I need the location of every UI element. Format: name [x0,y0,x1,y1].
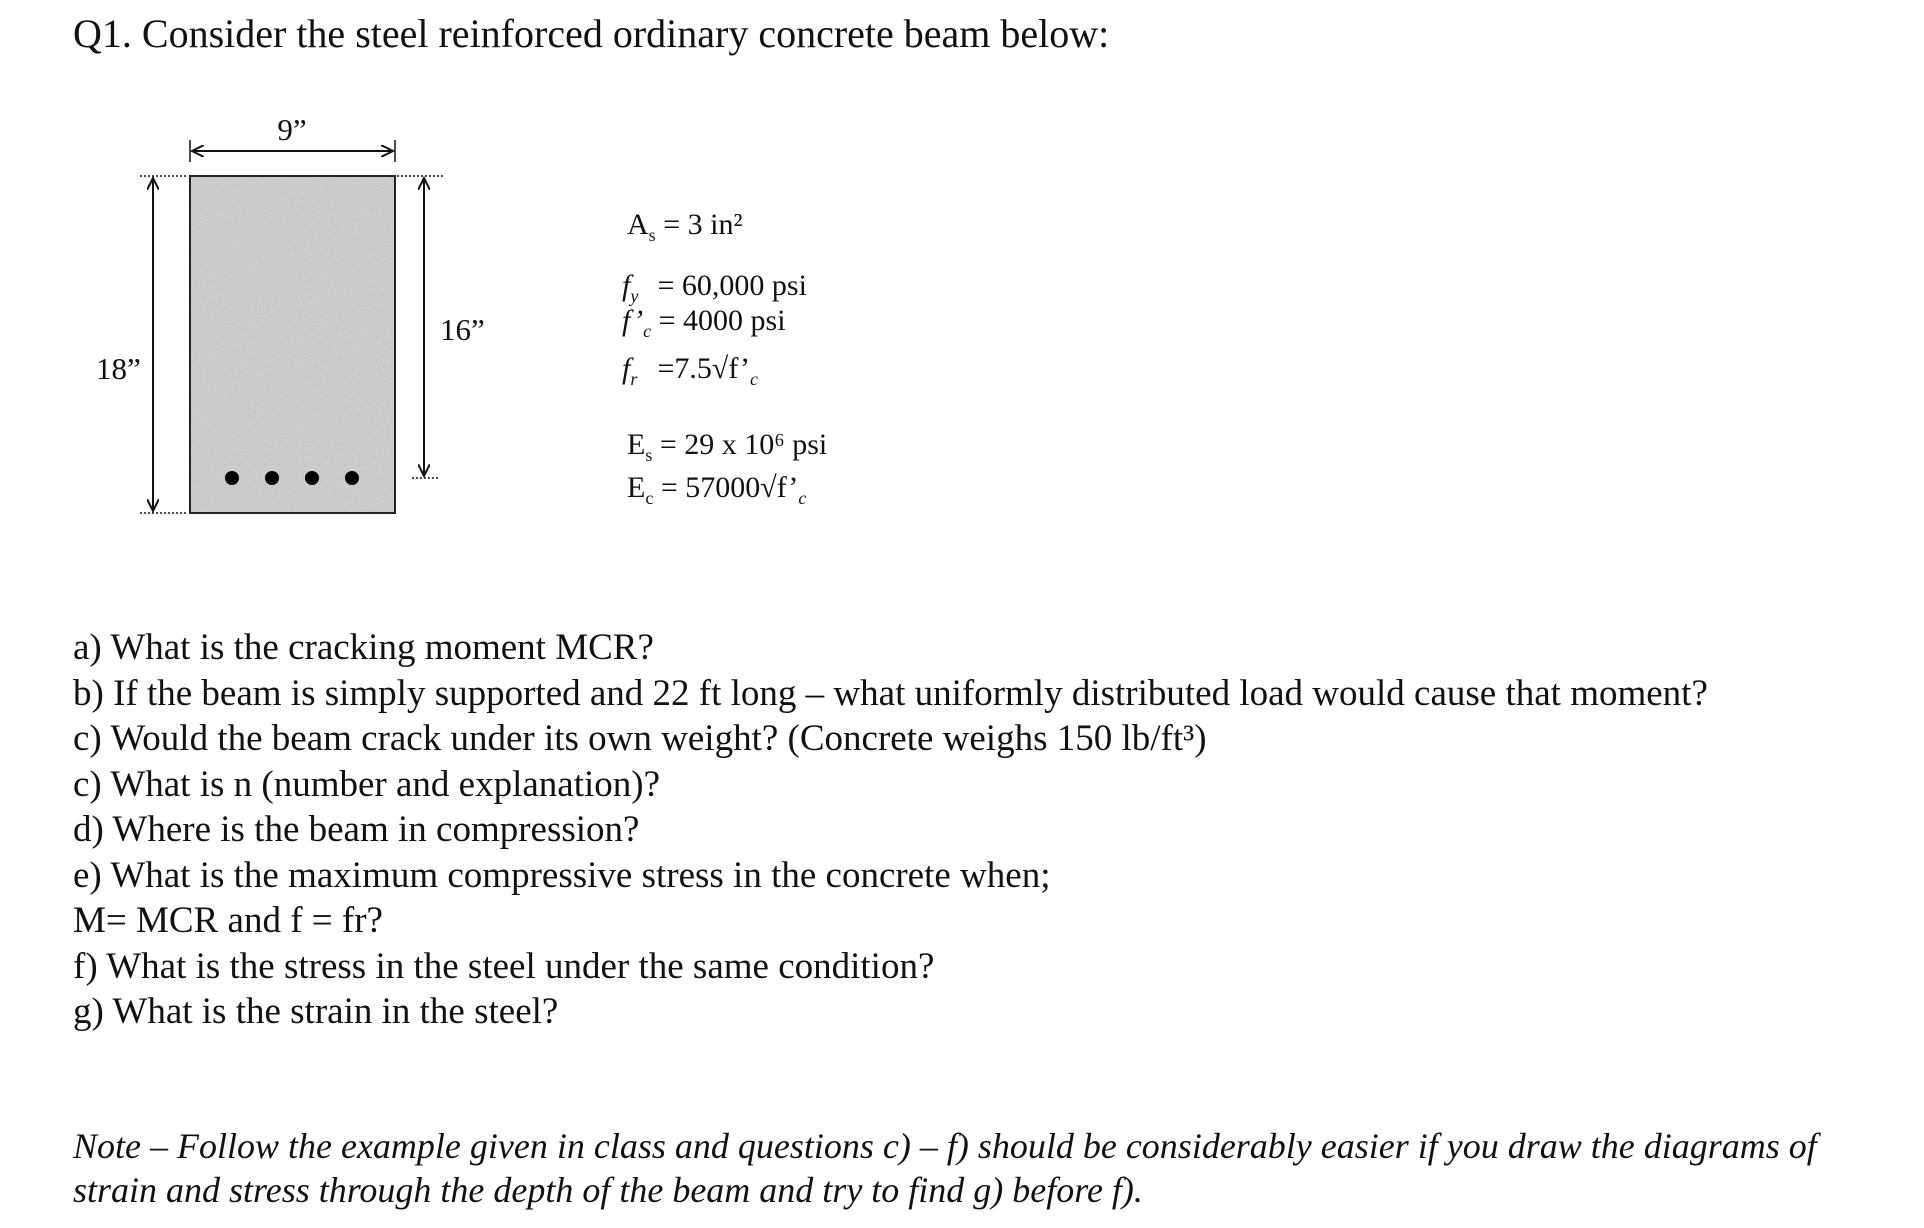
question-item: f) What is the stress in the steel under the same condition? [73,945,935,987]
question-list [73,625,1708,1035]
question-item: b) If the beam is simply supported and 22 ft long – what uniformly distributed load would cause that moment? [73,672,1708,714]
question-title: Q1. Consider the steel reinforced ordinary concrete beam below: [73,11,1110,56]
question-item: c) Would the beam crack under its own weight? (Concrete weighs 150 lb/ft³) [73,718,1207,759]
question-item: M= MCR and f = fr? [73,900,383,941]
question-item: g) What is the strain in the steel? [73,991,559,1032]
prop-as: $A_s = 3$ in² [627,208,743,245]
prop-fy: $f_y = 60,000$ psi [622,269,807,306]
prop-es: $E_s = 29$ x 10⁶ psi [627,428,828,465]
instruction-note: Note – Follow the example given in class and questions c) – f) should be considerably easier if you draw the diagrams of strain and stress through the depth of the beam and try to find g) before f). [73,1126,1817,1210]
rebar-1 [225,471,239,485]
question-item: c) What is n (number and explanation)? [73,763,660,805]
question-item: d) Where is the beam in compression? [73,809,640,850]
width-label: 9” [277,112,307,147]
concrete-texture [191,177,394,512]
rebar-2 [265,471,279,485]
rebar-4 [345,471,359,485]
prop-ec: $E_c$ = $57000√f’_c$ [627,471,807,508]
total-depth-label: 18” [96,351,141,386]
prop-fr: $f_r$ $=7.5√f’_c$ [622,352,759,389]
effective-depth-label: 16” [440,312,485,347]
question-item: e) What is the maximum compressive stress in the concrete when; [73,854,1051,896]
question-item: a) What is the cracking moment MCR? [73,627,654,668]
prop-fc: $f’_c = 4000$ psi [622,304,786,341]
rebar-3 [305,471,319,485]
